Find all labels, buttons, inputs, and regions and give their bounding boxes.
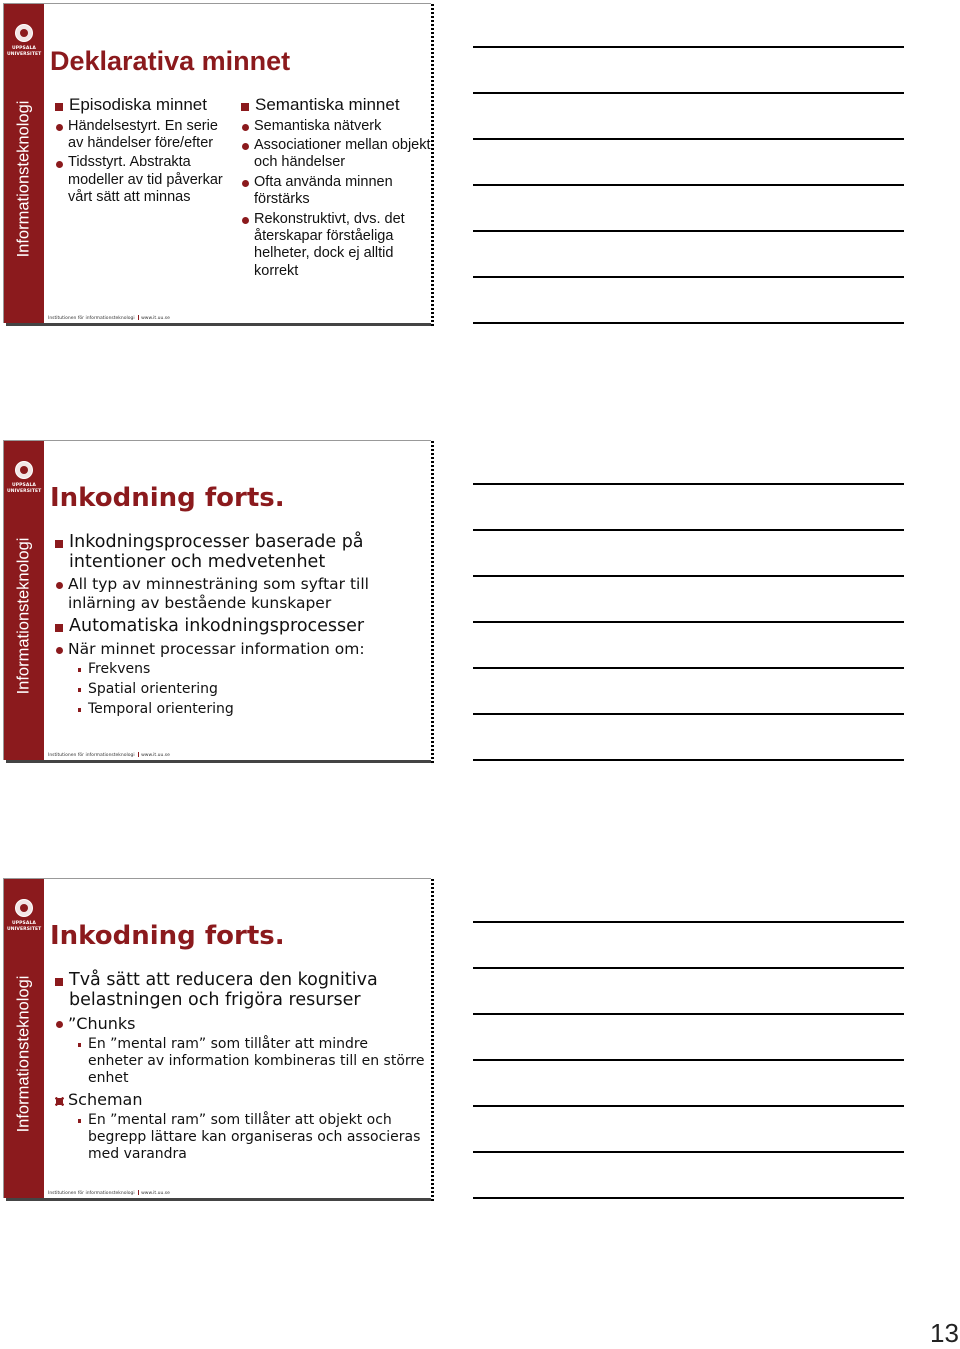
list-item: ”Chunks [50, 1014, 426, 1033]
slide-footer [48, 1190, 170, 1196]
sub-item: Frekvens [74, 661, 426, 678]
column-semantic [236, 95, 432, 280]
list-item: Associationer mellan objekt och händelser [236, 137, 432, 172]
seal-icon [15, 899, 33, 917]
logo-line-2: UNIVERSITET [7, 489, 42, 494]
list-item: Rekonstruktivt, dvs. det återskapar förståeliga helheter, dock ej alltid korrekt [236, 211, 432, 281]
bullet-heading: Semantiska minnet [236, 95, 432, 115]
seal-icon [15, 24, 33, 42]
sidebar-label: Informationsteknologi [14, 537, 33, 695]
page-number: 13 [930, 1318, 959, 1348]
logo-line-1: UPPSALA [11, 46, 37, 51]
sub-item: En ”mental ram” som tillåter att objekt och begrepp lättare kan organiseras och associeras med varandra [74, 1112, 426, 1162]
list-item: Ofta använda minnen förstärks [236, 174, 432, 209]
list-item: När minnet processar information om: [50, 640, 426, 659]
footer-url: www.it.uu.se [141, 1191, 170, 1196]
logo-line-1: UPPSALA [11, 483, 37, 488]
slide-1 [3, 3, 431, 323]
slide-footer [48, 315, 170, 321]
slide-title: Inkodning forts. [50, 921, 285, 951]
slide-sidebar [4, 4, 44, 323]
slide-sidebar [4, 441, 44, 760]
seal-icon [15, 461, 33, 479]
logo-line-2: UNIVERSITET [7, 52, 42, 57]
footer-dept: Institutionen för informationsteknologi [48, 316, 135, 321]
slide-sidebar [4, 879, 44, 1198]
list-item: Tidsstyrt. Abstrakta modeller av tid påverkar vårt sätt att minnas [50, 154, 236, 206]
bullet-heading: Automatiska inkodningsprocesser [50, 616, 426, 636]
footer-url: www.it.uu.se [141, 753, 170, 758]
sub-item: Temporal orientering [74, 701, 426, 718]
slide-title: Deklarativa minnet [50, 46, 291, 76]
logo-line-2: UNIVERSITET [7, 927, 42, 932]
list-item: All typ av minnesträning som syftar till inlärning av bestående kunskaper [50, 575, 426, 612]
list-item: Semantiska nätverk [236, 118, 432, 135]
sub-item: En ”mental ram” som tillåter att mindre enheter av information kombineras till en större enhet [74, 1036, 426, 1086]
slide-3 [3, 878, 431, 1198]
bullet-heading: Två sätt att reducera den kognitiva belastningen och frigöra resurser [50, 970, 426, 1010]
university-logo [7, 899, 41, 939]
list-item: Händelsestyrt. En serie av händelser före/efter [50, 118, 236, 153]
university-logo [7, 24, 41, 64]
slide-2 [3, 440, 431, 760]
sidebar-label: Informationsteknologi [14, 100, 33, 258]
sub-item: Spatial orientering [74, 681, 426, 698]
slide-body [50, 532, 426, 718]
bullet-heading: Episodiska minnet [50, 95, 236, 115]
column-episodic [50, 95, 236, 207]
slide-footer [48, 752, 170, 758]
sidebar-label: Informationsteknologi [14, 975, 33, 1133]
list-item: Scheman [50, 1090, 426, 1109]
bullet-heading: Inkodningsprocesser baserade på intentioner och medvetenhet [50, 532, 426, 572]
footer-dept: Institutionen för informationsteknologi [48, 1191, 135, 1196]
slide-body [50, 970, 426, 1162]
slide-title: Inkodning forts. [50, 483, 285, 513]
footer-url: www.it.uu.se [141, 316, 170, 321]
logo-line-1: UPPSALA [11, 921, 37, 926]
footer-dept: Institutionen för informationsteknologi [48, 753, 135, 758]
university-logo [7, 461, 41, 501]
